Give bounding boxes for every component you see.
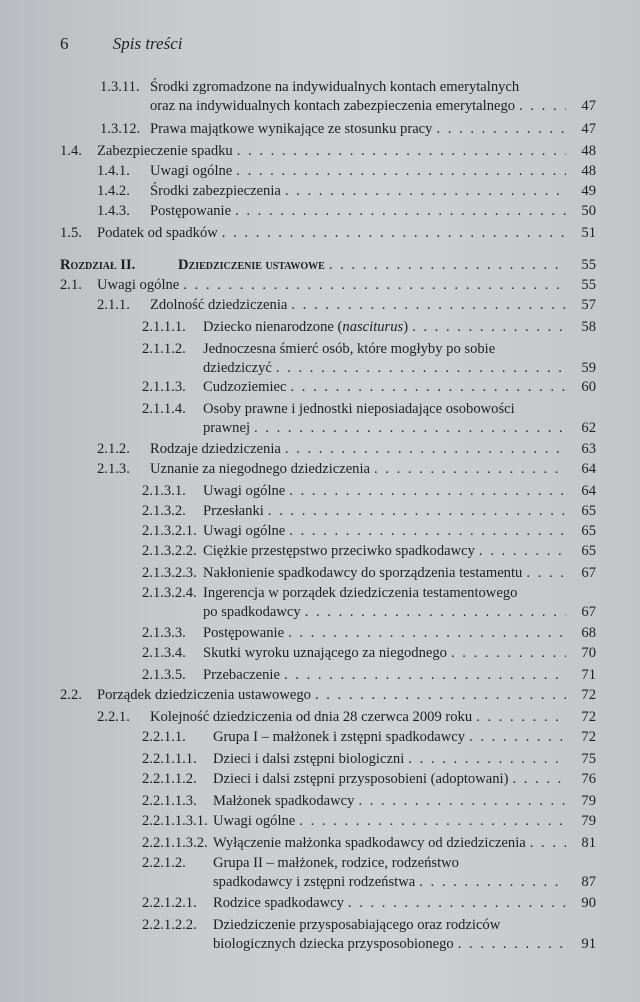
toc-entry-number: 1.3.11.: [100, 79, 140, 95]
toc-entry-page: 49: [581, 183, 596, 199]
toc-entry-page: 60: [581, 379, 596, 395]
toc-entry-title: Postępowanie: [203, 625, 285, 641]
toc-entry-page: 55: [581, 277, 596, 293]
toc-entry-title: Środki zgromadzone na indywidualnych kontach emerytalnych: [150, 79, 520, 95]
leader-dots: [519, 97, 566, 116]
toc-entry-title: Dziecko nienarodzone (nasciturus): [203, 319, 409, 335]
toc-entry-title: po spadkodawcy: [203, 604, 301, 620]
toc-entry-page: 59: [581, 360, 596, 376]
toc-entry-number: 2.1.3.2.: [142, 503, 186, 519]
leader-dots: [479, 542, 566, 561]
leader-dots: [289, 482, 566, 501]
toc-entry-page: 67: [581, 604, 596, 620]
toc-entry-title: Nakłonienie spadkodawcy do sporządzenia testamentu: [203, 565, 523, 581]
toc-entry-page: 62: [581, 420, 596, 436]
toc-entry-number: 2.1.3.1.: [142, 483, 186, 499]
toc-entry-number: 1.3.12.: [100, 121, 141, 137]
toc-entry-page: 72: [581, 687, 596, 703]
toc-entry-page: 57: [581, 297, 596, 313]
toc-entry-title: Małżonek spadkodawcy: [213, 793, 355, 809]
toc-entry-page: 65: [581, 523, 596, 539]
toc-entry-title: Kolejność dziedziczenia od dnia 28 czerwca 2009 roku: [150, 709, 473, 725]
toc-entry-page: 58: [581, 319, 596, 335]
leader-dots: [419, 873, 566, 892]
toc-entry-title: Skutki wyroku uznającego za niegodnego: [203, 645, 447, 661]
toc-entry-title: oraz na indywidualnych kontach zabezpieczenia emerytalnego: [150, 98, 516, 114]
toc-entry-title: Uznanie za niegodnego dziedziczenia: [150, 461, 371, 477]
toc-entry-number: 2.2.1.1.3.: [142, 793, 197, 809]
toc-entry-page: 67: [581, 565, 596, 581]
leader-dots: [183, 276, 566, 295]
page-header: [60, 34, 182, 54]
toc-entry-number: 1.4.2.: [97, 183, 130, 199]
toc-entry-number: 2.1.: [60, 277, 82, 293]
leader-dots: [315, 686, 566, 705]
toc-entry-number: 1.4.1.: [97, 163, 130, 179]
toc-entry-page: 76: [581, 771, 596, 787]
toc-entry-number: 2.2.1.2.: [142, 855, 186, 871]
leader-dots: [285, 182, 566, 201]
leader-dots: [408, 750, 566, 769]
toc-entry-number: 2.1.3.: [97, 461, 130, 477]
toc-entry-page: 48: [581, 163, 596, 179]
toc-entry-title: Cudzoziemiec: [203, 379, 287, 395]
toc-entry-number: 2.1.2.: [97, 441, 130, 457]
toc-entry-title: Uwagi ogólne: [203, 523, 286, 539]
toc-entry-title: Grupa II – małżonek, rodzice, rodzeństwo: [213, 855, 459, 871]
toc-entry-title: Prawa majątkowe wynikające ze stosunku pracy: [150, 121, 433, 137]
toc-entry-title: Rodzaje dziedziczenia: [150, 441, 281, 457]
toc-entry-page: 87: [581, 874, 596, 890]
toc-entry-page: 47: [581, 98, 596, 114]
leader-dots: [358, 792, 566, 811]
toc-entry-title: Podatek od spadków: [97, 225, 218, 241]
leader-dots: [289, 522, 566, 541]
toc-entry-title: Grupa I – małżonek i zstępni spadkodawcy: [213, 729, 466, 745]
toc-entry-page: 72: [581, 709, 596, 725]
leader-dots: [512, 770, 566, 789]
toc-entry-page: 75: [581, 751, 596, 767]
leader-dots: [235, 202, 566, 221]
leader-dots: [222, 224, 566, 243]
toc-entry-title: Ciężkie przestępstwo przeciwko spadkodawcy: [203, 543, 475, 559]
leader-dots: [290, 378, 566, 397]
toc-entry-number: 2.2.1.2.2.: [142, 917, 197, 933]
toc-entry-page: 79: [581, 793, 596, 809]
toc-entry-title: Przebaczenie: [203, 667, 280, 683]
leader-dots: [291, 296, 566, 315]
toc-entry-page: 48: [581, 143, 596, 159]
toc-entry-page: 64: [581, 461, 596, 477]
leader-dots: [412, 318, 566, 337]
toc-entry-number: 2.2.1.1.2.: [142, 771, 197, 787]
toc-entry-number: 2.1.1.3.: [142, 379, 186, 395]
leader-dots: [305, 603, 566, 622]
leader-dots: [374, 460, 566, 479]
toc-entry-title: biologicznych dziecka przysposobionego: [213, 936, 454, 952]
toc-entry-page: 81: [581, 835, 596, 851]
toc-entry-page: 68: [581, 625, 596, 641]
toc-entry-title: Przesłanki: [203, 503, 264, 519]
toc-entry-title: Osoby prawne i jednostki nieposiadające osobowości: [203, 401, 515, 417]
leader-dots: [526, 564, 566, 583]
leader-dots: [469, 728, 566, 747]
toc-entry-number: 2.1.3.2.4.: [142, 585, 197, 601]
toc-entry-number: 2.2.: [60, 687, 82, 703]
leader-dots: [451, 644, 566, 663]
leader-dots: [288, 624, 566, 643]
toc-entry-number: 2.2.1.1.: [142, 729, 186, 745]
leader-dots: [530, 834, 566, 853]
toc-entry-page: 71: [581, 667, 596, 683]
toc-entry-page: 50: [581, 203, 596, 219]
leader-dots: [284, 666, 566, 685]
toc-entry-number: 2.1.3.4.: [142, 645, 186, 661]
toc-entry-number: 2.1.3.2.2.: [142, 543, 197, 559]
leader-dots: [276, 359, 566, 378]
toc-entry-page: 64: [581, 483, 596, 499]
toc-entry-title: Dzieci i dalsi zstępni przysposobieni (adoptowani): [213, 771, 509, 787]
toc-entry-title: Uwagi ogólne: [97, 277, 180, 293]
toc-entry-number: 1.4.: [60, 143, 82, 159]
leader-dots: [476, 708, 566, 727]
toc-entry-page: 47: [581, 121, 596, 137]
toc-entry-number: 1.4.3.: [97, 203, 130, 219]
toc-entry-page: 65: [581, 543, 596, 559]
leader-dots: [348, 894, 566, 913]
toc-entry-number: 2.1.1.: [97, 297, 130, 313]
toc-entry-title: Ingerencja w porządek dziedziczenia testamentowego: [203, 585, 518, 601]
toc-entry-number: 2.2.1.2.1.: [142, 895, 197, 911]
toc-entry-page: 79: [581, 813, 596, 829]
leader-dots: [458, 935, 566, 954]
leader-dots: [436, 120, 566, 139]
toc-entry-title: Rodzice spadkodawcy: [213, 895, 344, 911]
leader-dots: [236, 162, 566, 181]
toc-entry-number: Rozdział II.: [60, 257, 136, 273]
toc-entry-page: 72: [581, 729, 596, 745]
toc-entry-title: Porządek dziedziczenia ustawowego: [97, 687, 311, 703]
toc-entry-number: 2.2.1.1.1.: [142, 751, 197, 767]
toc-entry-page: 63: [581, 441, 596, 457]
toc-entry-number: 2.2.1.1.3.1.: [142, 813, 208, 829]
page-number: 6: [60, 34, 69, 53]
toc-entry-title: Dziedziczenie przysposabiającego oraz rodziców: [213, 917, 501, 933]
leader-dots: [299, 812, 566, 831]
running-title: Spis treści: [112, 34, 183, 53]
toc-entry-title: Dzieci i dalsi zstępni biologiczni: [213, 751, 405, 767]
toc-entry-title: Jednoczesna śmierć osób, które mogłyby po sobie: [203, 341, 496, 357]
toc-entry-page: 55: [581, 257, 596, 273]
toc-entry-title: Wyłączenie małżonka spadkodawcy od dziedziczenia: [213, 835, 526, 851]
toc-entry-number: 2.1.3.2.1.: [142, 523, 197, 539]
toc-entry-title: Postępowanie: [150, 203, 232, 219]
toc-entry-number: 2.1.3.2.3.: [142, 565, 197, 581]
leader-dots: [268, 502, 566, 521]
toc-entry-number: 1.5.: [60, 225, 82, 241]
toc-entry-title: Uwagi ogólne: [203, 483, 286, 499]
toc-entry-number: 2.1.3.5.: [142, 667, 186, 683]
toc-entry-title: spadkodawcy i zstępni rodzeństwa: [213, 874, 416, 890]
leader-dots: [329, 256, 566, 275]
toc-entry-page: 51: [581, 225, 596, 241]
toc-entry-page: 70: [581, 645, 596, 661]
toc-entry-title: Dziedziczenie ustawowe: [178, 257, 325, 273]
toc-entry-page: 91: [581, 936, 596, 952]
toc-entry-number: 2.1.3.3.: [142, 625, 186, 641]
toc-entry-title: dziedziczyć: [203, 360, 272, 376]
leader-dots: [254, 419, 566, 438]
toc-entry-number: 2.1.1.1.: [142, 319, 186, 335]
toc-entry-title: prawnej: [203, 420, 251, 436]
toc-entry-title: Środki zabezpieczenia: [150, 183, 281, 199]
toc-entry-title: Zdolność dziedziczenia: [150, 297, 288, 313]
toc-entry-number: 2.2.1.: [97, 709, 130, 725]
leader-dots: [237, 142, 566, 161]
toc-entry-page: 65: [581, 503, 596, 519]
toc-entry-title: Zabezpieczenie spadku: [97, 143, 233, 159]
toc-entry-number: 2.2.1.1.3.2.: [142, 835, 208, 851]
toc-entry-title: Uwagi ogólne: [213, 813, 296, 829]
leader-dots: [285, 440, 566, 459]
toc-entry-page: 90: [581, 895, 596, 911]
toc-entry-title: Uwagi ogólne: [150, 163, 233, 179]
toc-entry-number: 2.1.1.4.: [142, 401, 186, 417]
toc-entry-number: 2.1.1.2.: [142, 341, 186, 357]
